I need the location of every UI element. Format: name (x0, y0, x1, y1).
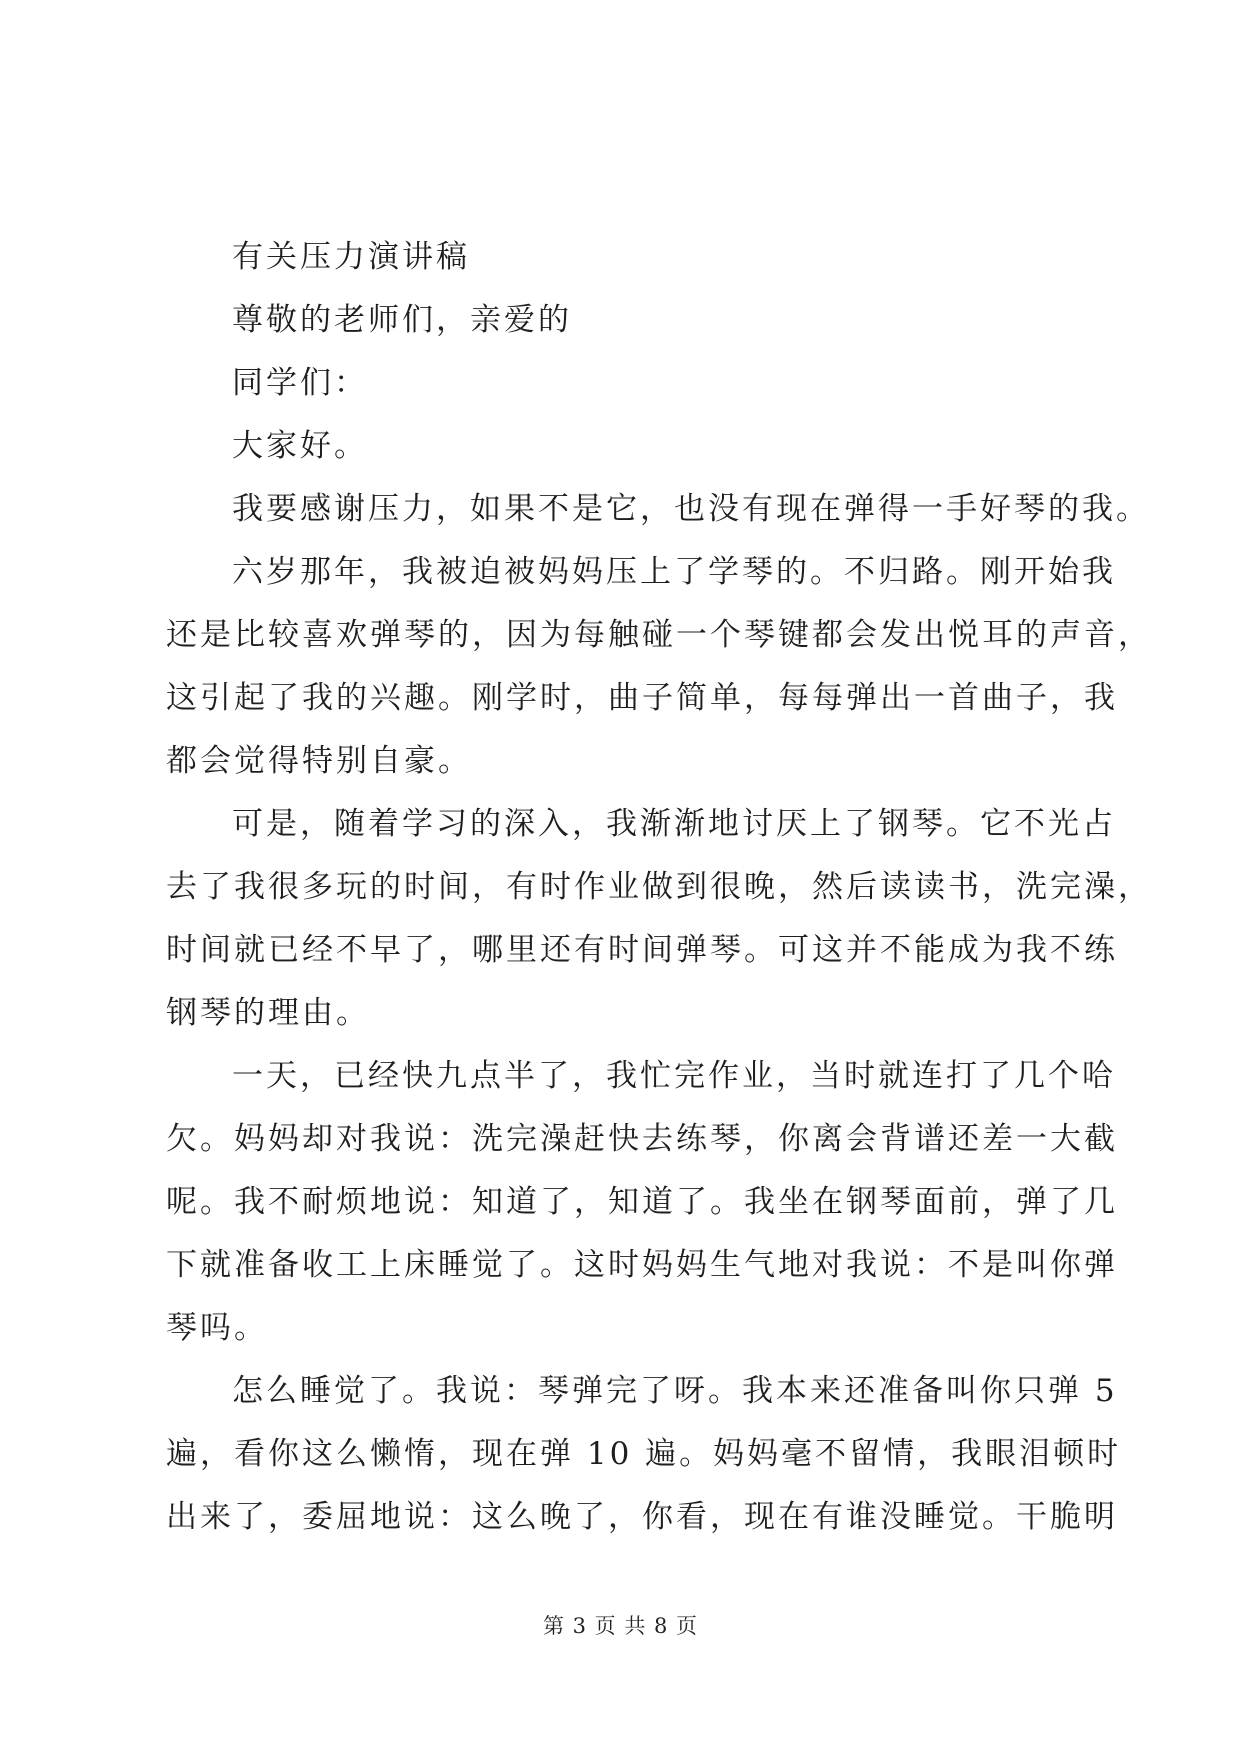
text-line: 都会觉得特别自豪。 (166, 743, 472, 779)
page-number-footer: 第 3 页 共 8 页 (542, 1614, 699, 1638)
speech-title: 有关压力演讲稿 (232, 239, 470, 275)
text-line: 大家好。 (232, 428, 368, 464)
text-line: 钢琴的理由。 (166, 995, 370, 1031)
text-line: 呢。我不耐烦地说：知道了，知道了。我坐在钢琴面前，弹了几 (166, 1184, 1118, 1220)
text-line: 一天，已经快九点半了，我忙完作业，当时就连打了几个哈 (232, 1058, 1116, 1094)
text-line: 琴吗。 (166, 1310, 268, 1346)
text-line: 遍，看你这么懒惰，现在弹 10 遍。妈妈毫不留情，我眼泪顿时 (166, 1436, 1122, 1472)
text-line: 怎么睡觉了。我说：琴弹完了呀。我本来还准备叫你只弹 5 (232, 1373, 1118, 1409)
text-line: 我要感谢压力，如果不是它，也没有现在弹得一手好琴的我。 (232, 491, 1150, 527)
text-line: 出来了，委屈地说：这么晚了，你看，现在有谁没睡觉。干脆明 (166, 1499, 1118, 1535)
text-line: 六岁那年，我被迫被妈妈压上了学琴的。不归路。刚开始我 (232, 554, 1116, 590)
text-line: 时间就已经不早了，哪里还有时间弹琴。可这并不能成为我不练 (166, 932, 1118, 968)
text-line: 可是，随着学习的深入，我渐渐地讨厌上了钢琴。它不光占 (232, 806, 1116, 842)
text-line: 还是比较喜欢弹琴的，因为每触碰一个琴键都会发出悦耳的声音， (166, 617, 1152, 653)
text-line: 去了我很多玩的时间，有时作业做到很晚，然后读读书，洗完澡， (166, 869, 1152, 905)
text-line: 这引起了我的兴趣。刚学时，曲子简单，每每弹出一首曲子，我 (166, 680, 1118, 716)
text-line: 下就准备收工上床睡觉了。这时妈妈生气地对我说：不是叫你弹 (166, 1247, 1118, 1283)
text-line: 尊敬的老师们，亲爱的 (232, 302, 572, 338)
text-line: 欠。妈妈却对我说：洗完澡赶快去练琴，你离会背谱还差一大截 (166, 1121, 1118, 1157)
text-line: 同学们： (232, 365, 368, 401)
